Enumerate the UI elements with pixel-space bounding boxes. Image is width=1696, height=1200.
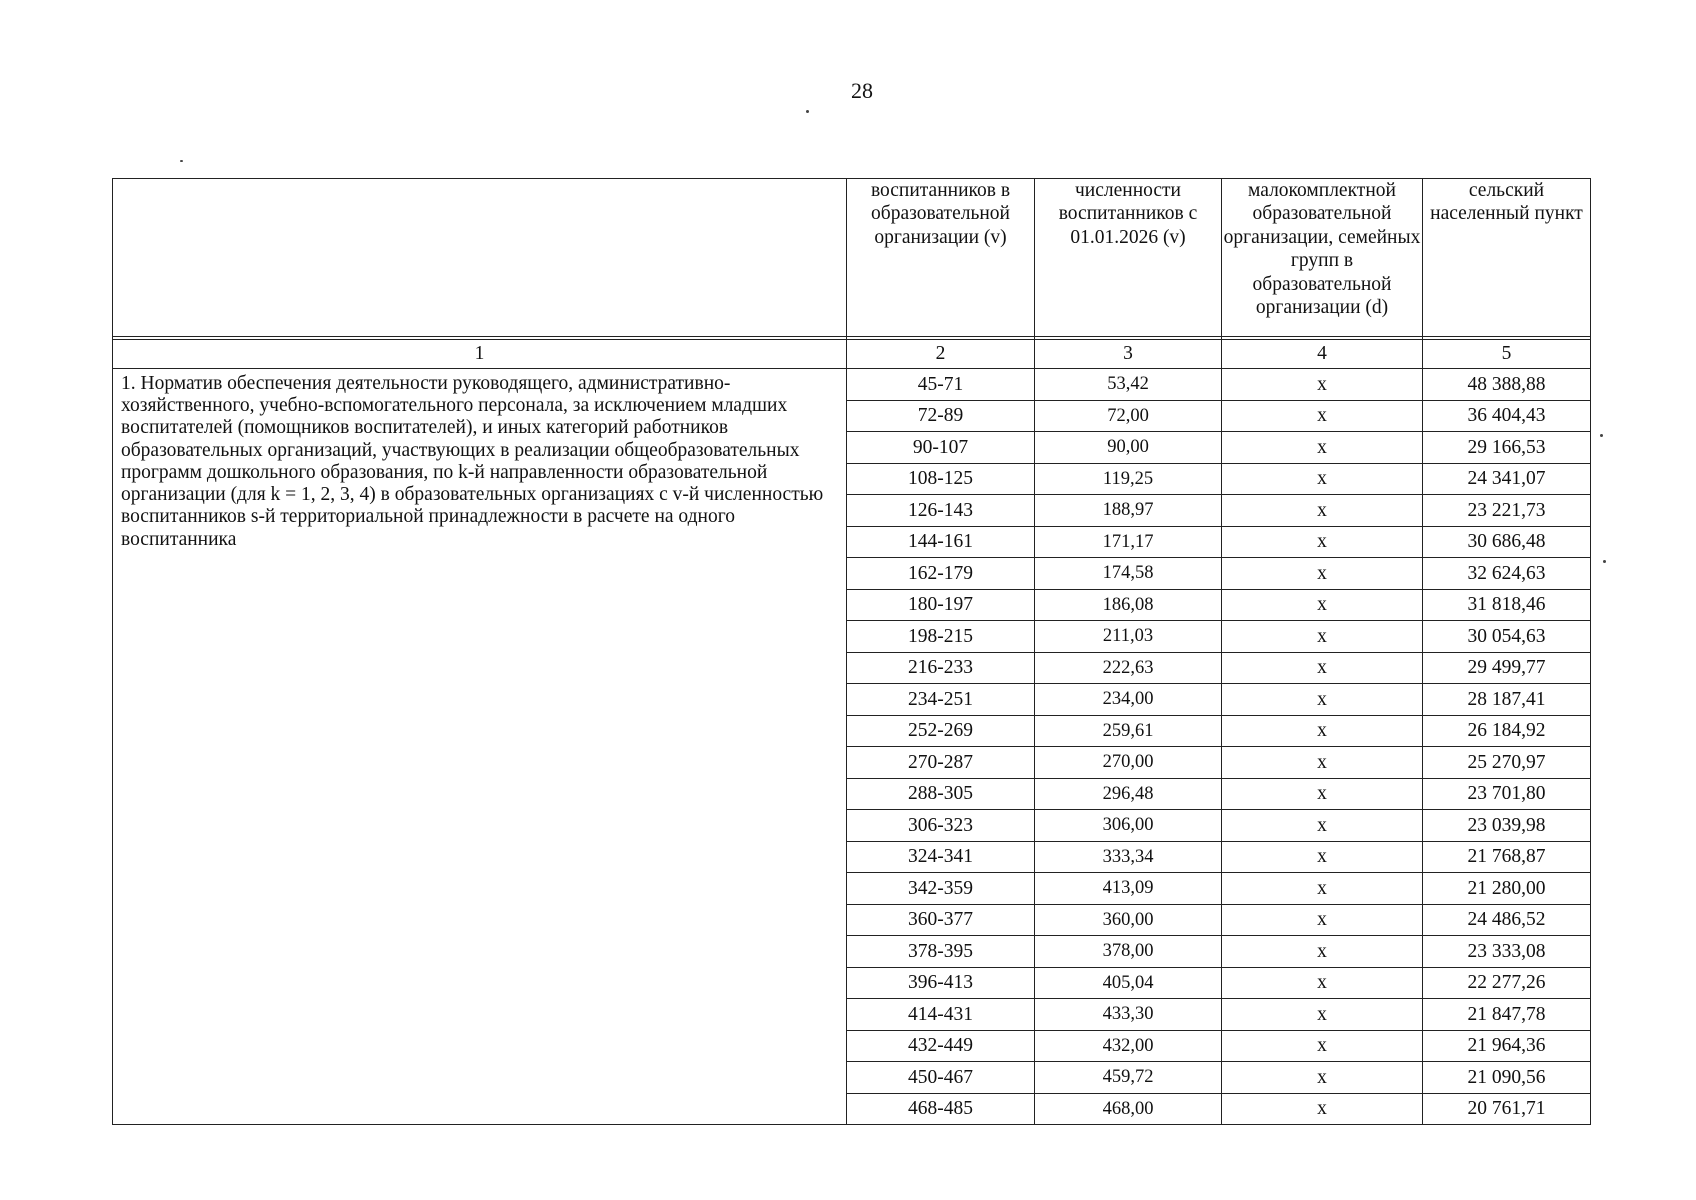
- mark-cell: x: [1222, 589, 1423, 621]
- value-cell: 21 847,78: [1423, 999, 1591, 1031]
- count-cell: 270,00: [1035, 747, 1222, 779]
- mark-cell: x: [1222, 369, 1423, 401]
- count-cell: 234,00: [1035, 684, 1222, 716]
- value-cell: 22 277,26: [1423, 967, 1591, 999]
- column-number: 4: [1222, 340, 1423, 369]
- range-cell: 126-143: [847, 495, 1035, 527]
- value-cell: 24 341,07: [1423, 463, 1591, 495]
- value-cell: 20 761,71: [1423, 1093, 1591, 1125]
- mark-cell: x: [1222, 810, 1423, 842]
- count-cell: 186,08: [1035, 589, 1222, 621]
- count-cell: 222,63: [1035, 652, 1222, 684]
- count-cell: 188,97: [1035, 495, 1222, 527]
- count-cell: 468,00: [1035, 1093, 1222, 1125]
- range-cell: 342-359: [847, 873, 1035, 905]
- mark-cell: x: [1222, 558, 1423, 590]
- mark-cell: x: [1222, 1062, 1423, 1094]
- mark-cell: x: [1222, 904, 1423, 936]
- normative-description: 1. Норматив обеспечения деятельности руководящего, административно-хозяйственного, учебно-вспомогательного персонала, за исключением младших воспитателей (помощников воспитателей), и иных категорий работников образовательных организаций, участвующих в реализации общеобразовательных программ дошкольного образования, по k-й направленности образовательной организации (для k = 1, 2, 3, 4) в образовательных организациях с v-й численностью воспитанников s-й территориальной принадлежности в расчете на одного воспитанника: [113, 369, 847, 1125]
- range-cell: 396-413: [847, 967, 1035, 999]
- mark-cell: x: [1222, 400, 1423, 432]
- count-cell: 211,03: [1035, 621, 1222, 653]
- count-cell: 413,09: [1035, 873, 1222, 905]
- scan-speck: [1603, 560, 1606, 563]
- range-cell: 234-251: [847, 684, 1035, 716]
- mark-cell: x: [1222, 999, 1423, 1031]
- value-cell: 23 333,08: [1423, 936, 1591, 968]
- value-cell: 24 486,52: [1423, 904, 1591, 936]
- range-cell: 468-485: [847, 1093, 1035, 1125]
- range-cell: 432-449: [847, 1030, 1035, 1062]
- value-cell: 25 270,97: [1423, 747, 1591, 779]
- value-cell: 48 388,88: [1423, 369, 1591, 401]
- value-cell: 23 221,73: [1423, 495, 1591, 527]
- count-cell: 459,72: [1035, 1062, 1222, 1094]
- column-number: 2: [847, 340, 1035, 369]
- mark-cell: x: [1222, 715, 1423, 747]
- value-cell: 26 184,92: [1423, 715, 1591, 747]
- header-col2: воспитанников в образовательной организации (v): [847, 179, 1035, 337]
- scan-speck: [806, 110, 809, 113]
- count-cell: 259,61: [1035, 715, 1222, 747]
- header-col3: численности воспитанников с 01.01.2026 (v): [1035, 179, 1222, 337]
- range-cell: 162-179: [847, 558, 1035, 590]
- mark-cell: x: [1222, 841, 1423, 873]
- value-cell: 30 686,48: [1423, 526, 1591, 558]
- mark-cell: x: [1222, 652, 1423, 684]
- range-cell: 72-89: [847, 400, 1035, 432]
- range-cell: 90-107: [847, 432, 1035, 464]
- value-cell: 32 624,63: [1423, 558, 1591, 590]
- mark-cell: x: [1222, 432, 1423, 464]
- table-row: [113, 369, 1591, 401]
- header-col4: малокомплектной образовательной организации, семейных групп в образовательной организации (d): [1222, 179, 1423, 337]
- range-cell: 144-161: [847, 526, 1035, 558]
- mark-cell: x: [1222, 747, 1423, 779]
- range-cell: 360-377: [847, 904, 1035, 936]
- page-number: 28: [851, 78, 873, 103]
- range-cell: 198-215: [847, 621, 1035, 653]
- range-cell: 306-323: [847, 810, 1035, 842]
- count-cell: 72,00: [1035, 400, 1222, 432]
- column-number-row: [113, 340, 1591, 369]
- mark-cell: x: [1222, 1093, 1423, 1125]
- value-cell: 31 818,46: [1423, 589, 1591, 621]
- range-cell: 450-467: [847, 1062, 1035, 1094]
- range-cell: 414-431: [847, 999, 1035, 1031]
- value-cell: 30 054,63: [1423, 621, 1591, 653]
- range-cell: 108-125: [847, 463, 1035, 495]
- count-cell: 433,30: [1035, 999, 1222, 1031]
- mark-cell: x: [1222, 967, 1423, 999]
- count-cell: 296,48: [1035, 778, 1222, 810]
- value-cell: 21 090,56: [1423, 1062, 1591, 1094]
- range-cell: 216-233: [847, 652, 1035, 684]
- mark-cell: x: [1222, 526, 1423, 558]
- column-number: 5: [1423, 340, 1591, 369]
- range-cell: 252-269: [847, 715, 1035, 747]
- mark-cell: x: [1222, 495, 1423, 527]
- scan-speck: [1600, 434, 1603, 437]
- count-cell: 378,00: [1035, 936, 1222, 968]
- range-cell: 180-197: [847, 589, 1035, 621]
- mark-cell: x: [1222, 463, 1423, 495]
- count-cell: 360,00: [1035, 904, 1222, 936]
- count-cell: 306,00: [1035, 810, 1222, 842]
- mark-cell: x: [1222, 778, 1423, 810]
- count-cell: 53,42: [1035, 369, 1222, 401]
- range-cell: 270-287: [847, 747, 1035, 779]
- column-number: 1: [113, 340, 847, 369]
- value-cell: 28 187,41: [1423, 684, 1591, 716]
- count-cell: 405,04: [1035, 967, 1222, 999]
- range-cell: 45-71: [847, 369, 1035, 401]
- count-cell: 333,34: [1035, 841, 1222, 873]
- header-col1: [113, 179, 847, 337]
- column-number: 3: [1035, 340, 1222, 369]
- count-cell: 171,17: [1035, 526, 1222, 558]
- scan-speck: [180, 160, 183, 162]
- value-cell: 29 499,77: [1423, 652, 1591, 684]
- value-cell: 21 280,00: [1423, 873, 1591, 905]
- count-cell: 432,00: [1035, 1030, 1222, 1062]
- value-cell: 21 768,87: [1423, 841, 1591, 873]
- count-cell: 174,58: [1035, 558, 1222, 590]
- mark-cell: x: [1222, 1030, 1423, 1062]
- value-cell: 23 701,80: [1423, 778, 1591, 810]
- range-cell: 288-305: [847, 778, 1035, 810]
- count-cell: 90,00: [1035, 432, 1222, 464]
- range-cell: 378-395: [847, 936, 1035, 968]
- value-cell: 23 039,98: [1423, 810, 1591, 842]
- value-cell: 29 166,53: [1423, 432, 1591, 464]
- value-cell: 36 404,43: [1423, 400, 1591, 432]
- header-col5: сельский населенный пункт: [1423, 179, 1591, 337]
- range-cell: 324-341: [847, 841, 1035, 873]
- mark-cell: x: [1222, 873, 1423, 905]
- mark-cell: x: [1222, 621, 1423, 653]
- count-cell: 119,25: [1035, 463, 1222, 495]
- mark-cell: x: [1222, 936, 1423, 968]
- header-row: [113, 179, 1591, 337]
- value-cell: 21 964,36: [1423, 1030, 1591, 1062]
- mark-cell: x: [1222, 684, 1423, 716]
- normative-table: [112, 178, 1591, 1125]
